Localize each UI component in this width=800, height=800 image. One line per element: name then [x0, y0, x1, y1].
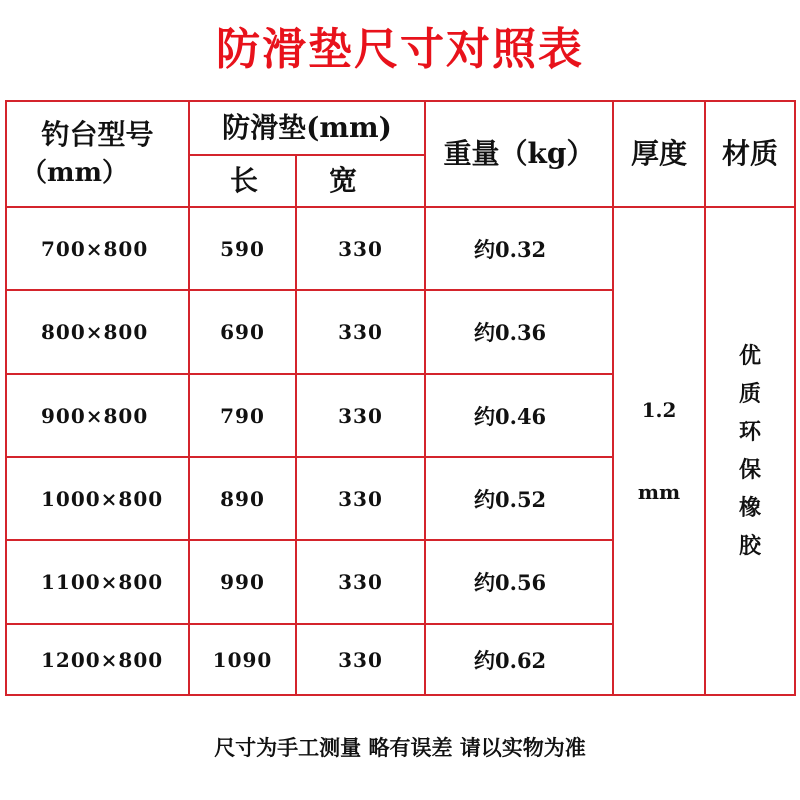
row-model: 700×800 [6, 207, 189, 290]
row-weight: 约0.56 [425, 540, 613, 624]
row-width: 330 [296, 207, 425, 290]
row-weight: 约0.32 [425, 207, 613, 290]
row-length: 890 [189, 457, 296, 540]
row-width: 330 [296, 457, 425, 540]
row-model: 800×800 [6, 290, 189, 374]
row-width: 330 [296, 624, 425, 695]
row-length: 690 [189, 290, 296, 374]
row-length: 1090 [189, 624, 296, 695]
row-width: 330 [296, 540, 425, 624]
row-weight: 约0.46 [425, 374, 613, 457]
page-title: 防滑垫尺寸对照表 [216, 24, 584, 75]
row-weight: 约0.52 [425, 457, 613, 540]
row-width: 330 [296, 290, 425, 374]
material-value: 优质环保橡胶 [739, 343, 762, 559]
thickness-value: 1.2 [641, 398, 677, 422]
header-model-unit: （mm） [21, 158, 129, 188]
row-width: 330 [296, 374, 425, 457]
row-length: 990 [189, 540, 296, 624]
material-cell [705, 207, 795, 695]
header-width: 宽 [296, 155, 425, 207]
row-weight: 约0.36 [425, 290, 613, 374]
header-weight: 重量（kg） [425, 101, 613, 207]
size-table [5, 100, 796, 696]
footnote: 尺寸为手工测量 略有误差 请以实物为准 [214, 735, 586, 760]
row-model: 900×800 [6, 374, 189, 457]
header-material: 材质 [705, 101, 795, 207]
header-mat: 防滑垫(mm) [189, 101, 425, 155]
row-length: 790 [189, 374, 296, 457]
row-model: 1200×800 [6, 624, 189, 695]
header-thickness: 厚度 [613, 101, 705, 207]
header-model [6, 101, 189, 207]
row-model: 1100×800 [6, 540, 189, 624]
row-length: 590 [189, 207, 296, 290]
header-length: 长 [189, 155, 296, 207]
row-model: 1000×800 [6, 457, 189, 540]
table-row [6, 207, 795, 290]
thickness-unit: mm [637, 480, 681, 504]
header-model-label: 钓台型号 [41, 118, 154, 151]
thickness-cell [613, 207, 705, 695]
row-weight: 约0.62 [425, 624, 613, 695]
